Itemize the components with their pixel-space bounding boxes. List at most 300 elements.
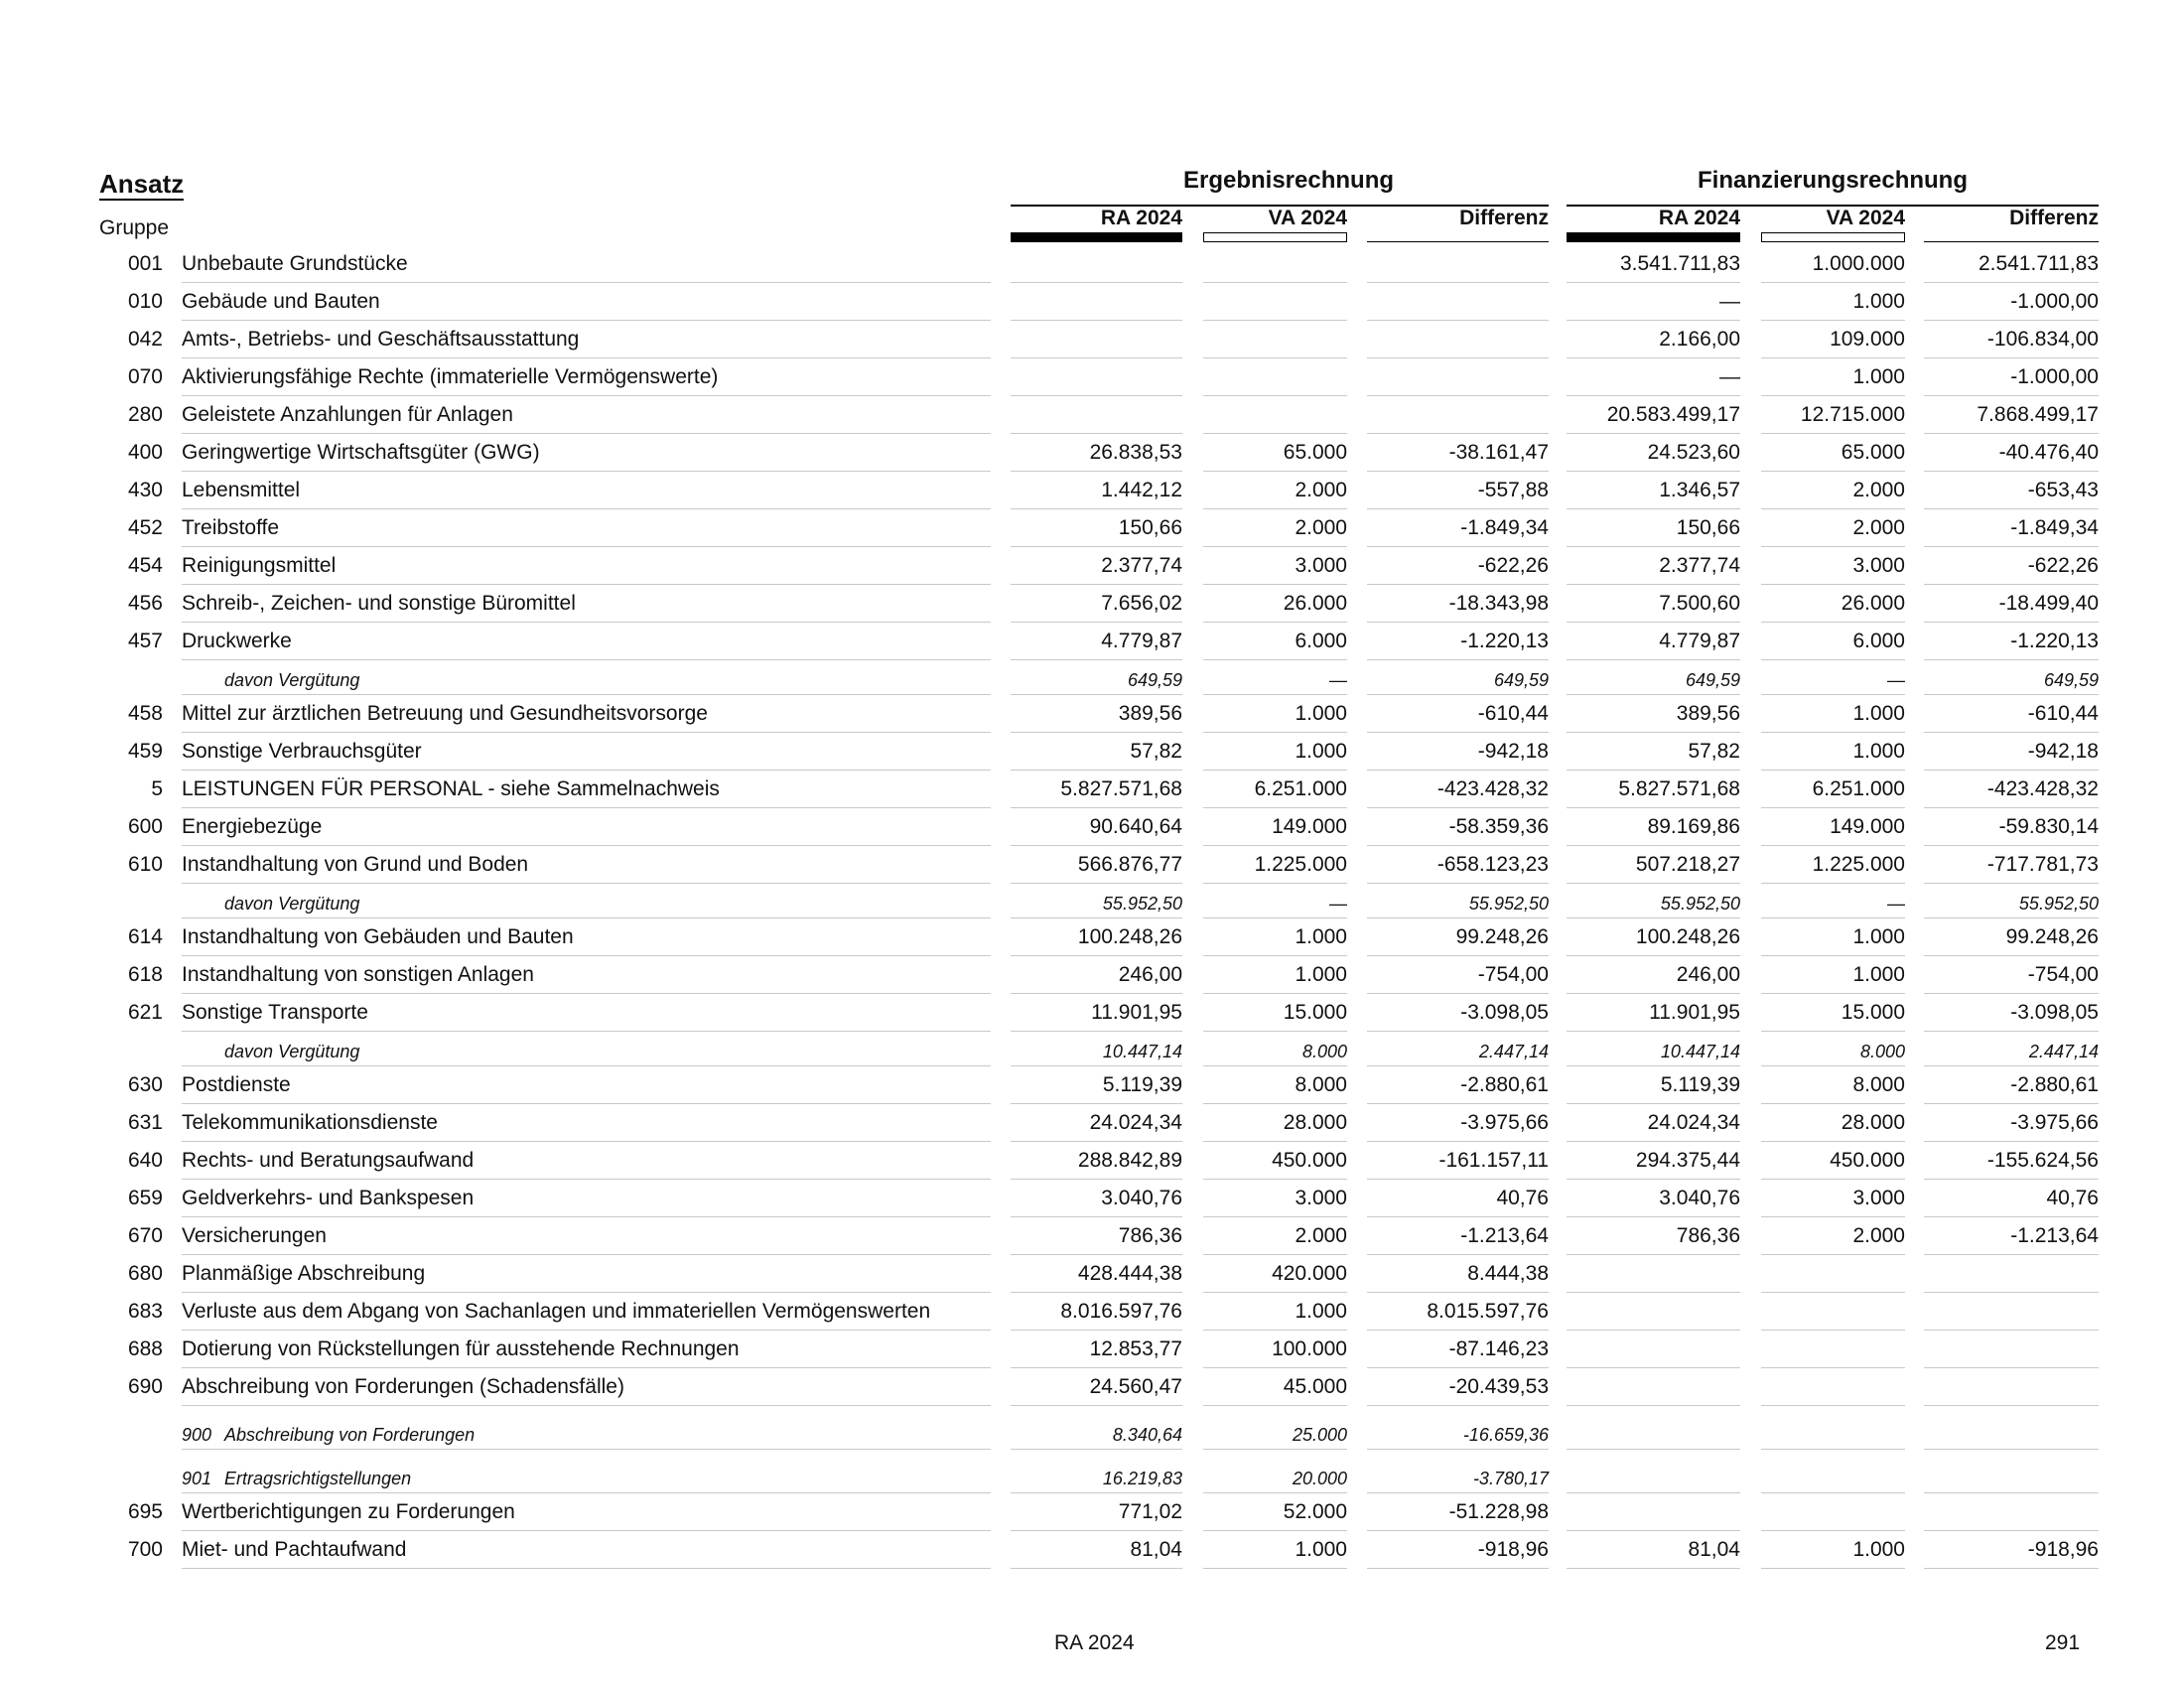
row-code: 901 bbox=[182, 1469, 212, 1488]
row-code: 621 bbox=[127, 1001, 163, 1024]
cell-rule bbox=[1761, 1449, 1905, 1450]
cell-rule bbox=[1367, 395, 1549, 396]
cell-rule bbox=[1761, 320, 1905, 321]
row-label: Druckwerke bbox=[182, 630, 292, 652]
cell-rule bbox=[1924, 1103, 2099, 1104]
cell-rule bbox=[1761, 1405, 1905, 1406]
table-row bbox=[0, 772, 2184, 809]
row-rule bbox=[182, 508, 991, 509]
va-finanz-cell: 1.000 bbox=[1852, 740, 1905, 763]
cell-rule bbox=[1924, 1405, 2099, 1406]
cell-rule bbox=[1567, 1492, 1740, 1493]
ra-finanz-cell: 2.377,74 bbox=[1659, 554, 1740, 577]
row-rule bbox=[182, 282, 991, 283]
table-row bbox=[0, 1218, 2184, 1256]
va-finanz-cell: 26.000 bbox=[1841, 592, 1905, 615]
va-ergebnis-cell: 25.000 bbox=[1292, 1425, 1347, 1445]
cell-rule bbox=[1203, 1492, 1347, 1493]
va-finanz-cell: 8.000 bbox=[1852, 1073, 1905, 1096]
cell-rule bbox=[1924, 357, 2099, 358]
ra-ergebnis-cell: 4.779,87 bbox=[1101, 630, 1182, 652]
col-ra2024-ergebnis: RA 2024 bbox=[1100, 207, 1182, 229]
cell-rule bbox=[1203, 955, 1347, 956]
cell-rule bbox=[1761, 1292, 1905, 1293]
cell-rule bbox=[1924, 955, 2099, 956]
cell-rule bbox=[1203, 584, 1347, 585]
ra-ergebnis-cell: 246,00 bbox=[1118, 963, 1182, 986]
row-label: Energiebezüge bbox=[182, 815, 323, 838]
va-finanz-cell: — bbox=[1887, 670, 1905, 690]
cell-rule bbox=[1011, 694, 1182, 695]
cell-rule bbox=[1761, 433, 1905, 434]
cell-rule bbox=[1011, 508, 1182, 509]
cell-rule bbox=[1011, 584, 1182, 585]
ra-finanz-cell: 11.901,95 bbox=[1649, 1001, 1740, 1024]
row-code: 457 bbox=[127, 630, 163, 652]
ra-finanz-cell: 150,66 bbox=[1676, 516, 1740, 539]
cell-rule bbox=[1567, 807, 1740, 808]
va-bar-finanz bbox=[1761, 232, 1905, 242]
ra-ergebnis-cell: 649,59 bbox=[1127, 670, 1182, 690]
differenz-finanz-cell: -3.098,05 bbox=[2010, 1001, 2099, 1024]
differenz-finanz-cell: -1.000,00 bbox=[2010, 290, 2099, 313]
cell-rule bbox=[1367, 1568, 1549, 1569]
cell-rule bbox=[1203, 807, 1347, 808]
va-ergebnis-cell: 26.000 bbox=[1283, 592, 1347, 615]
table-row bbox=[0, 1332, 2184, 1369]
va-bar-ergebnis bbox=[1203, 232, 1347, 242]
differenz-ergebnis-cell: 55.952,50 bbox=[1468, 894, 1549, 914]
cell-rule bbox=[1924, 1216, 2099, 1217]
va-ergebnis-cell: 100.000 bbox=[1272, 1337, 1347, 1360]
cell-rule bbox=[1924, 1141, 2099, 1142]
table-row bbox=[0, 809, 2184, 847]
cell-rule bbox=[1924, 1330, 2099, 1331]
cell-rule bbox=[1011, 1492, 1182, 1493]
row-rule bbox=[182, 845, 991, 846]
va-ergebnis-cell: 28.000 bbox=[1283, 1111, 1347, 1134]
cell-rule bbox=[1367, 508, 1549, 509]
cell-rule bbox=[1761, 1216, 1905, 1217]
cell-rule bbox=[1367, 917, 1549, 918]
ra-ergebnis-cell: 2.377,74 bbox=[1101, 554, 1182, 577]
differenz-ergebnis-cell: -2.880,61 bbox=[1460, 1073, 1549, 1096]
differenz-ergebnis-cell: -20.439,53 bbox=[1448, 1375, 1549, 1398]
differenz-finanz-cell: -59.830,14 bbox=[1998, 815, 2099, 838]
row-rule bbox=[182, 694, 991, 695]
table-subrow bbox=[0, 1033, 2184, 1067]
ra-ergebnis-cell: 150,66 bbox=[1118, 516, 1182, 539]
table-row bbox=[0, 473, 2184, 510]
row-label: Instandhaltung von Gebäuden und Bauten bbox=[182, 925, 574, 948]
cell-rule bbox=[1924, 732, 2099, 733]
table-subrow bbox=[0, 1451, 2184, 1494]
row-rule bbox=[182, 770, 991, 771]
differenz-ergebnis-cell: -658.123,23 bbox=[1436, 853, 1549, 876]
row-rule bbox=[182, 1141, 991, 1142]
cell-rule bbox=[1567, 955, 1740, 956]
va-finanz-cell: 109.000 bbox=[1830, 328, 1905, 351]
ra-ergebnis-cell: 55.952,50 bbox=[1102, 894, 1182, 914]
row-rule bbox=[182, 1065, 991, 1066]
cell-rule bbox=[1761, 1330, 1905, 1331]
cell-rule bbox=[1203, 1141, 1347, 1142]
differenz-finanz-cell: -2.880,61 bbox=[2010, 1073, 2099, 1096]
row-code: 600 bbox=[127, 815, 163, 838]
differenz-finanz-cell: -942,18 bbox=[2027, 740, 2099, 763]
va-ergebnis-cell: 45.000 bbox=[1283, 1375, 1347, 1398]
row-rule bbox=[182, 1492, 991, 1493]
cell-rule bbox=[1761, 508, 1905, 509]
va-finanz-cell: 2.000 bbox=[1852, 1224, 1905, 1247]
row-rule bbox=[182, 1405, 991, 1406]
cell-rule bbox=[1761, 917, 1905, 918]
row-label: Rechts- und Beratungsaufwand bbox=[182, 1149, 475, 1172]
differenz-ergebnis-cell: -87.146,23 bbox=[1448, 1337, 1549, 1360]
cell-rule bbox=[1761, 659, 1905, 660]
differenz-ergebnis-cell: -557,88 bbox=[1477, 479, 1549, 501]
cell-rule bbox=[1367, 282, 1549, 283]
table-row bbox=[0, 1494, 2184, 1532]
table-row bbox=[0, 1143, 2184, 1181]
differenz-finanz-cell: -653,43 bbox=[2027, 479, 2099, 501]
cell-rule bbox=[1011, 433, 1182, 434]
va-ergebnis-cell: — bbox=[1329, 894, 1347, 914]
cell-rule bbox=[1011, 1103, 1182, 1104]
cell-rule bbox=[1011, 357, 1182, 358]
cell-rule bbox=[1567, 659, 1740, 660]
va-ergebnis-cell: 6.000 bbox=[1295, 630, 1347, 652]
cell-rule bbox=[1203, 622, 1347, 623]
row-rule bbox=[182, 1568, 991, 1569]
cell-rule bbox=[1203, 508, 1347, 509]
va-finanz-cell: 6.251.000 bbox=[1812, 777, 1905, 800]
ra-finanz-cell: 7.500,60 bbox=[1659, 592, 1740, 615]
row-rule bbox=[182, 1330, 991, 1331]
row-label: Dotierung von Rückstellungen für ausstehende Rechnungen bbox=[182, 1337, 740, 1360]
ra-ergebnis-cell: 771,02 bbox=[1118, 1500, 1182, 1523]
cell-rule bbox=[1761, 993, 1905, 994]
va-ergebnis-cell: 52.000 bbox=[1283, 1500, 1347, 1523]
cell-rule bbox=[1203, 471, 1347, 472]
row-label: Gebäude und Bauten bbox=[182, 290, 380, 313]
row-label: Instandhaltung von Grund und Boden bbox=[182, 853, 529, 876]
cell-rule bbox=[1924, 584, 2099, 585]
cell-rule bbox=[1203, 546, 1347, 547]
table-row bbox=[0, 1369, 2184, 1407]
cell-rule bbox=[1367, 1449, 1549, 1450]
cell-rule bbox=[1924, 1065, 2099, 1066]
row-label: Geleistete Anzahlungen für Anlagen bbox=[182, 403, 513, 426]
cell-rule bbox=[1761, 282, 1905, 283]
row-label: Sonstige Verbrauchsgüter bbox=[182, 740, 422, 763]
row-code: 452 bbox=[127, 516, 163, 539]
cell-rule bbox=[1203, 1367, 1347, 1368]
row-code: 454 bbox=[127, 554, 163, 577]
row-code: 001 bbox=[127, 252, 163, 275]
ra-finanz-cell: 20.583.499,17 bbox=[1606, 403, 1740, 426]
cell-rule bbox=[1567, 1031, 1740, 1032]
ra-ergebnis-cell: 16.219,83 bbox=[1102, 1469, 1182, 1488]
cell-rule bbox=[1761, 395, 1905, 396]
row-code: 456 bbox=[127, 592, 163, 615]
cell-rule bbox=[1924, 694, 2099, 695]
va-ergebnis-cell: 3.000 bbox=[1295, 1187, 1347, 1209]
cell-rule bbox=[1567, 1065, 1740, 1066]
row-label: Treibstoffe bbox=[182, 516, 280, 539]
row-label: Planmäßige Abschreibung bbox=[182, 1262, 426, 1285]
differenz-finanz-cell: -155.624,56 bbox=[1986, 1149, 2099, 1172]
table-row bbox=[0, 284, 2184, 322]
row-code: 695 bbox=[127, 1500, 163, 1523]
cell-rule bbox=[1761, 1065, 1905, 1066]
row-rule bbox=[182, 917, 991, 918]
cell-rule bbox=[1203, 770, 1347, 771]
differenz-ergebnis-cell: -754,00 bbox=[1477, 963, 1549, 986]
page-number: 291 bbox=[2045, 1631, 2081, 1654]
differenz-ergebnis-cell: 99.248,26 bbox=[1455, 925, 1549, 948]
cell-rule bbox=[1011, 282, 1182, 283]
row-code: 610 bbox=[127, 853, 163, 876]
row-label: Lebensmittel bbox=[182, 479, 301, 501]
row-code: 430 bbox=[127, 479, 163, 501]
cell-rule bbox=[1761, 883, 1905, 884]
cell-rule bbox=[1761, 1568, 1905, 1569]
differenz-finanz-cell: -622,26 bbox=[2027, 554, 2099, 577]
cell-rule bbox=[1924, 320, 2099, 321]
va-finanz-cell: 6.000 bbox=[1852, 630, 1905, 652]
ra-finanz-cell: 2.166,00 bbox=[1659, 328, 1740, 351]
va-finanz-cell: 1.000 bbox=[1852, 365, 1905, 388]
ra-ergebnis-cell: 389,56 bbox=[1118, 702, 1182, 725]
cell-rule bbox=[1567, 471, 1740, 472]
ra-ergebnis-cell: 288.842,89 bbox=[1077, 1149, 1182, 1172]
va-ergebnis-cell: 2.000 bbox=[1295, 1224, 1347, 1247]
ra-ergebnis-cell: 3.040,76 bbox=[1101, 1187, 1182, 1209]
cell-rule bbox=[1367, 584, 1549, 585]
cell-rule bbox=[1567, 622, 1740, 623]
cell-rule bbox=[1567, 732, 1740, 733]
cell-rule bbox=[1011, 917, 1182, 918]
cell-rule bbox=[1924, 845, 2099, 846]
cell-rule bbox=[1761, 1367, 1905, 1368]
cell-rule bbox=[1761, 807, 1905, 808]
ra-ergebnis-cell: 8.340,64 bbox=[1112, 1425, 1182, 1445]
cell-rule bbox=[1567, 508, 1740, 509]
cell-rule bbox=[1567, 1449, 1740, 1450]
table-row bbox=[0, 435, 2184, 473]
ra-bar-finanz bbox=[1567, 232, 1740, 242]
col-differenz-finanz: Differenz bbox=[2009, 207, 2099, 229]
ra-ergebnis-cell: 8.016.597,76 bbox=[1060, 1300, 1182, 1323]
cell-rule bbox=[1367, 1216, 1549, 1217]
row-rule bbox=[182, 732, 991, 733]
differenz-ergebnis-cell: -622,26 bbox=[1477, 554, 1549, 577]
diff-line-finanz bbox=[1924, 241, 2099, 242]
row-code: 700 bbox=[127, 1538, 163, 1561]
cell-rule bbox=[1367, 845, 1549, 846]
cell-rule bbox=[1367, 883, 1549, 884]
ra-ergebnis-cell: 57,82 bbox=[1130, 740, 1182, 763]
cell-rule bbox=[1367, 1254, 1549, 1255]
cell-rule bbox=[1203, 433, 1347, 434]
ra-finanz-cell: 507.218,27 bbox=[1635, 853, 1740, 876]
row-rule bbox=[182, 546, 991, 547]
cell-rule bbox=[1367, 471, 1549, 472]
va-finanz-cell: 2.000 bbox=[1852, 479, 1905, 501]
cell-rule bbox=[1011, 883, 1182, 884]
differenz-ergebnis-cell: -3.780,17 bbox=[1472, 1469, 1549, 1488]
cell-rule bbox=[1011, 1216, 1182, 1217]
differenz-finanz-cell: -106.834,00 bbox=[1986, 328, 2099, 351]
cell-rule bbox=[1567, 433, 1740, 434]
differenz-finanz-cell: -918,96 bbox=[2027, 1538, 2099, 1561]
row-rule bbox=[182, 1530, 991, 1531]
differenz-finanz-cell: 55.952,50 bbox=[2018, 894, 2099, 914]
cell-rule bbox=[1367, 1330, 1549, 1331]
differenz-ergebnis-cell: -18.343,98 bbox=[1448, 592, 1549, 615]
differenz-finanz-cell: 2.447,14 bbox=[2028, 1042, 2099, 1061]
col-differenz-ergebnis: Differenz bbox=[1459, 207, 1549, 229]
ra-finanz-cell: 57,82 bbox=[1688, 740, 1740, 763]
table-row bbox=[0, 510, 2184, 548]
cell-rule bbox=[1924, 1492, 2099, 1493]
row-rule bbox=[182, 1031, 991, 1032]
row-rule bbox=[182, 1216, 991, 1217]
differenz-ergebnis-cell: -51.228,98 bbox=[1448, 1500, 1549, 1523]
cell-rule bbox=[1567, 320, 1740, 321]
ra-bar-ergebnis bbox=[1011, 232, 1182, 242]
ra-ergebnis-cell: 10.447,14 bbox=[1102, 1042, 1182, 1061]
cell-rule bbox=[1567, 845, 1740, 846]
ra-finanz-cell: 55.952,50 bbox=[1660, 894, 1740, 914]
cell-rule bbox=[1924, 1179, 2099, 1180]
ra-finanz-cell: 4.779,87 bbox=[1659, 630, 1740, 652]
cell-rule bbox=[1761, 1141, 1905, 1142]
cell-rule bbox=[1761, 955, 1905, 956]
differenz-ergebnis-cell: -161.157,11 bbox=[1438, 1149, 1549, 1172]
ra-ergebnis-cell: 11.901,95 bbox=[1091, 1001, 1182, 1024]
differenz-finanz-cell: -754,00 bbox=[2027, 963, 2099, 986]
cell-rule bbox=[1203, 1568, 1347, 1569]
cell-rule bbox=[1924, 282, 2099, 283]
differenz-finanz-cell: -717.781,73 bbox=[1986, 853, 2099, 876]
va-finanz-cell: — bbox=[1887, 894, 1905, 914]
ra-finanz-cell: 389,56 bbox=[1676, 702, 1740, 725]
ra-finanz-cell: 81,04 bbox=[1688, 1538, 1740, 1561]
cell-rule bbox=[1011, 845, 1182, 846]
cell-rule bbox=[1567, 1530, 1740, 1531]
row-code: 618 bbox=[127, 963, 163, 986]
ra-ergebnis-cell: 1.442,12 bbox=[1101, 479, 1182, 501]
row-code: 280 bbox=[127, 403, 163, 426]
row-rule bbox=[182, 1254, 991, 1255]
ra-ergebnis-cell: 26.838,53 bbox=[1089, 441, 1182, 464]
row-label: Verluste aus dem Abgang von Sachanlagen und immateriellen Vermögenswerten bbox=[182, 1300, 931, 1323]
va-ergebnis-cell: 420.000 bbox=[1272, 1262, 1347, 1285]
cell-rule bbox=[1761, 732, 1905, 733]
cell-rule bbox=[1367, 732, 1549, 733]
cell-rule bbox=[1924, 993, 2099, 994]
cell-rule bbox=[1924, 917, 2099, 918]
cell-rule bbox=[1567, 883, 1740, 884]
cell-rule bbox=[1011, 1530, 1182, 1531]
row-code: 614 bbox=[127, 925, 163, 948]
differenz-finanz-cell: 40,76 bbox=[2046, 1187, 2099, 1209]
ra-ergebnis-cell: 428.444,38 bbox=[1077, 1262, 1182, 1285]
va-ergebnis-cell: 65.000 bbox=[1283, 441, 1347, 464]
ra-finanz-cell: 5.119,39 bbox=[1660, 1073, 1740, 1096]
row-code: 070 bbox=[127, 365, 163, 388]
cell-rule bbox=[1203, 732, 1347, 733]
differenz-finanz-cell: 7.868.499,17 bbox=[1977, 403, 2099, 426]
row-label: Sonstige Transporte bbox=[182, 1001, 368, 1024]
table-row bbox=[0, 548, 2184, 586]
row-rule bbox=[182, 395, 991, 396]
cell-rule bbox=[1567, 1179, 1740, 1180]
differenz-ergebnis-cell: -58.359,36 bbox=[1448, 815, 1549, 838]
row-code: 900 bbox=[182, 1425, 212, 1445]
cell-rule bbox=[1203, 694, 1347, 695]
row-label: Abschreibung von Forderungen (Schadensfälle) bbox=[182, 1375, 624, 1398]
row-label: davon Vergütung bbox=[224, 670, 360, 690]
differenz-finanz-cell: 2.541.711,83 bbox=[1978, 252, 2099, 275]
row-rule bbox=[182, 622, 991, 623]
table-row bbox=[0, 995, 2184, 1033]
cell-rule bbox=[1011, 395, 1182, 396]
cell-rule bbox=[1203, 1065, 1347, 1066]
cell-rule bbox=[1924, 1449, 2099, 1450]
ra-ergebnis-cell: 786,36 bbox=[1118, 1224, 1182, 1247]
cell-rule bbox=[1011, 993, 1182, 994]
va-finanz-cell: 12.715.000 bbox=[1800, 403, 1905, 426]
table-row bbox=[0, 957, 2184, 995]
cell-rule bbox=[1367, 1065, 1549, 1066]
cell-rule bbox=[1203, 1405, 1347, 1406]
cell-rule bbox=[1761, 845, 1905, 846]
differenz-finanz-cell: -3.975,66 bbox=[2010, 1111, 2099, 1134]
ra-finanz-cell: — bbox=[1719, 365, 1740, 388]
cell-rule bbox=[1761, 694, 1905, 695]
va-ergebnis-cell: 8.000 bbox=[1301, 1042, 1347, 1061]
cell-rule bbox=[1367, 1492, 1549, 1493]
va-finanz-cell: 3.000 bbox=[1852, 1187, 1905, 1209]
differenz-ergebnis-cell: 8.015.597,76 bbox=[1427, 1300, 1549, 1323]
cell-rule bbox=[1367, 1367, 1549, 1368]
cell-rule bbox=[1924, 622, 2099, 623]
gruppe-heading: Gruppe bbox=[99, 216, 170, 239]
cell-rule bbox=[1367, 433, 1549, 434]
row-label: Abschreibung von Forderungen bbox=[224, 1425, 476, 1445]
row-code: 688 bbox=[127, 1337, 163, 1360]
differenz-ergebnis-cell: -423.428,32 bbox=[1436, 777, 1549, 800]
va-ergebnis-cell: 450.000 bbox=[1272, 1149, 1347, 1172]
row-label: Unbebaute Grundstücke bbox=[182, 252, 408, 275]
va-finanz-cell: 1.000 bbox=[1852, 702, 1905, 725]
ra-finanz-cell: 5.827.571,68 bbox=[1618, 777, 1740, 800]
row-label: LEISTUNGEN FÜR PERSONAL - siehe Sammelnachweis bbox=[182, 777, 720, 800]
row-code: 458 bbox=[127, 702, 163, 725]
differenz-finanz-cell: 649,59 bbox=[2043, 670, 2099, 690]
row-label: Versicherungen bbox=[182, 1224, 327, 1247]
cell-rule bbox=[1367, 770, 1549, 771]
va-ergebnis-cell: 1.000 bbox=[1295, 963, 1347, 986]
table-row bbox=[0, 847, 2184, 885]
row-label: davon Vergütung bbox=[224, 1042, 360, 1061]
ra-finanz-cell: 294.375,44 bbox=[1635, 1149, 1740, 1172]
cell-rule bbox=[1924, 659, 2099, 660]
va-ergebnis-cell: 8.000 bbox=[1295, 1073, 1347, 1096]
